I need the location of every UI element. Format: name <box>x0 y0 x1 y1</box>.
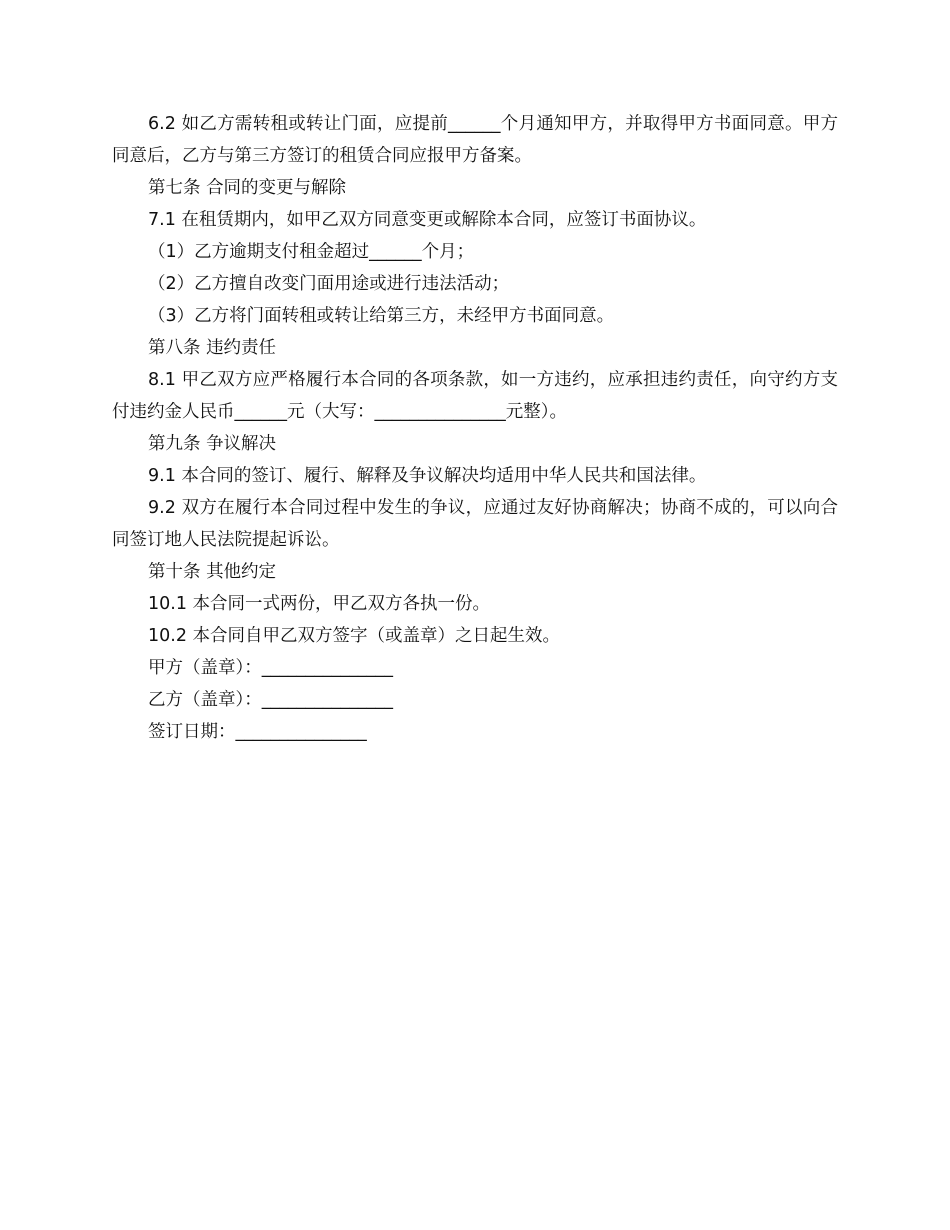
article-10-heading: 第十条 其他约定 <box>148 562 277 582</box>
clause-7-1: 7.1 在租赁期内，如甲乙双方同意变更或解除本合同，应签订书面协议。 <box>148 210 707 230</box>
party-b-signature-line: 乙方（盖章）：_______________ <box>148 690 393 710</box>
document-page <box>112 108 838 748</box>
article-9-heading: 第九条 争议解决 <box>148 434 277 454</box>
clause-7-1-item-2: （2）乙方擅自改变门面用途或进行违法活动； <box>148 274 510 294</box>
signing-date-line: 签订日期：_______________ <box>148 722 367 742</box>
clause-8-1: 8.1 甲乙双方应严格履行本合同的各项条款，如一方违约，应承担违约责任，向守约方支付违约金人民币______元（大写：_______________元整）。 <box>112 370 838 422</box>
clause-10-1: 10.1 本合同一式两份，甲乙双方各执一份。 <box>148 594 491 614</box>
clause-7-1-item-3: （3）乙方将门面转租或转让给第三方，未经甲方书面同意。 <box>148 306 615 326</box>
clause-6-2: 6.2 如乙方需转租或转让门面，应提前______个月通知甲方，并取得甲方书面同意。甲方同意后，乙方与第三方签订的租赁合同应报甲方备案。 <box>112 114 838 166</box>
clause-7-1-item-1: （1）乙方逾期支付租金超过______个月； <box>148 242 475 262</box>
clause-10-2: 10.2 本合同自甲乙双方签字（或盖章）之日起生效。 <box>148 626 561 646</box>
article-8-heading: 第八条 违约责任 <box>148 338 277 358</box>
clause-9-2: 9.2 双方在履行本合同过程中发生的争议，应通过友好协商解决；协商不成的，可以向合同签订地人民法院提起诉讼。 <box>112 498 838 550</box>
article-7-heading: 第七条 合同的变更与解除 <box>148 178 347 198</box>
clause-9-1: 9.1 本合同的签订、履行、解释及争议解决均适用中华人民共和国法律。 <box>148 466 707 486</box>
party-a-signature-line: 甲方（盖章）：_______________ <box>148 658 393 678</box>
